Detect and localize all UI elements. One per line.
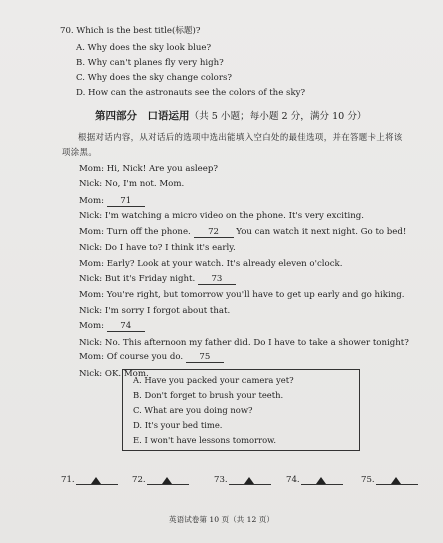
dialogue-line <box>79 227 406 238</box>
page-footer: 英语试卷第 10 页（共 12 页） <box>169 515 274 524</box>
speaker-label: Mom: <box>79 290 105 300</box>
answer-line <box>301 474 343 485</box>
dialogue-line <box>79 164 218 175</box>
choice-d: D. It's your bed time. <box>133 420 223 430</box>
dialogue-text: You can watch it next night. Go to bed! <box>236 227 407 237</box>
speaker-label: Mom: <box>79 259 105 269</box>
section-title: 第四部分 口语运用 <box>95 110 190 122</box>
choice-c: C. What are you doing now? <box>133 405 253 415</box>
answer-line <box>147 474 189 485</box>
triangle-icon <box>391 477 401 484</box>
speaker-label: Nick: <box>79 306 103 316</box>
blank-75: 75 <box>186 352 224 363</box>
question-70-stem: 70. Which is the best title(标题)? <box>60 26 201 36</box>
dialogue-text: I'm sorry I forgot about that. <box>104 306 231 316</box>
answer-number: 73. <box>214 475 228 485</box>
dialogue-text: Do I have to? I think it's early. <box>104 243 236 253</box>
blank-71: 71 <box>107 196 145 207</box>
dialogue-line <box>79 211 364 222</box>
speaker-label: Nick: <box>79 338 103 348</box>
dialogue-text: I'm watching a micro video on the phone. It's very exciting. <box>104 211 365 221</box>
dialogue-line <box>79 321 145 332</box>
dialogue-text: No. This afternoon my father did. Do I have to take a shower tonight? <box>104 338 409 348</box>
answer-slot-75 <box>361 474 418 485</box>
blank-74: 74 <box>107 321 145 332</box>
speaker-label: Mom: <box>79 321 105 331</box>
dialogue-line <box>79 259 342 270</box>
answer-number: 71. <box>61 475 75 485</box>
speaker-label: Nick: <box>79 274 103 284</box>
answer-slot-71 <box>61 474 118 485</box>
dialogue-line <box>79 290 405 301</box>
dialogue-text: But it's Friday night. <box>104 274 196 284</box>
speaker-label: Nick: <box>79 243 103 253</box>
question-70-option-a: A. Why does the sky look blue? <box>76 43 212 53</box>
dialogue-text: You're right, but tomorrow you'll have to get up early and go hiking. <box>106 290 405 300</box>
dialogue-line <box>79 196 145 207</box>
answer-number: 74. <box>286 475 300 485</box>
dialogue-text: Early? Look at your watch. It's already eleven o'clock. <box>106 259 343 269</box>
choice-e: E. I won't have lessons tomorrow. <box>133 435 276 445</box>
answer-slot-74 <box>286 474 343 485</box>
dialogue-line <box>79 338 409 349</box>
question-70-option-b: B. Why can't planes fly very high? <box>76 58 224 68</box>
dialogue-text: No, I'm not. Mom. <box>104 179 185 189</box>
question-70-option-c: C. Why does the sky change colors? <box>76 73 232 83</box>
speaker-label: Mom: <box>79 196 105 206</box>
speaker-label: Mom: <box>79 164 105 174</box>
choice-a: A. Have you packed your camera yet? <box>133 375 294 385</box>
answer-line <box>76 474 118 485</box>
speaker-label: Nick: <box>79 369 103 379</box>
answer-line <box>376 474 418 485</box>
triangle-icon <box>316 477 326 484</box>
speaker-label: Mom: <box>79 352 105 362</box>
dialogue-text: Of course you do. <box>106 352 184 362</box>
blank-73: 73 <box>198 274 236 285</box>
section-subtitle: （共 5 小题；每小题 2 分，满分 10 分） <box>189 111 367 122</box>
triangle-icon <box>91 477 101 484</box>
question-70-option-d: D. How can the astronauts see the colors of the sky? <box>76 88 306 98</box>
speaker-label: Nick: <box>79 211 103 221</box>
speaker-label: Mom: <box>79 227 105 237</box>
dialogue-line <box>79 306 230 317</box>
dialogue-text: OK. Mom. <box>104 369 149 379</box>
answer-slot-72 <box>132 474 189 485</box>
dialogue-line <box>79 243 236 254</box>
section-heading <box>95 108 367 123</box>
answer-number: 75. <box>361 475 375 485</box>
triangle-icon <box>244 477 254 484</box>
dialogue-text: Hi, Nick! Are you asleep? <box>106 164 218 174</box>
dialogue-line <box>79 352 224 363</box>
instruction-text: 根据对话内容，从对话后的选项中选出能填入空白处的最佳选项，并在答题卡上将该项涂黑。 <box>62 132 403 157</box>
choice-b: B. Don't forget to brush your teeth. <box>133 390 284 400</box>
dialogue-line <box>79 179 184 190</box>
dialogue-text: Turn off the phone. <box>106 227 191 237</box>
dialogue-line <box>79 274 236 285</box>
speaker-label: Nick: <box>79 179 103 189</box>
answer-line <box>229 474 271 485</box>
triangle-icon <box>162 477 172 484</box>
answer-number: 72. <box>132 475 146 485</box>
blank-72: 72 <box>194 227 234 238</box>
answer-slot-73 <box>214 474 271 485</box>
choices-box <box>122 369 360 451</box>
